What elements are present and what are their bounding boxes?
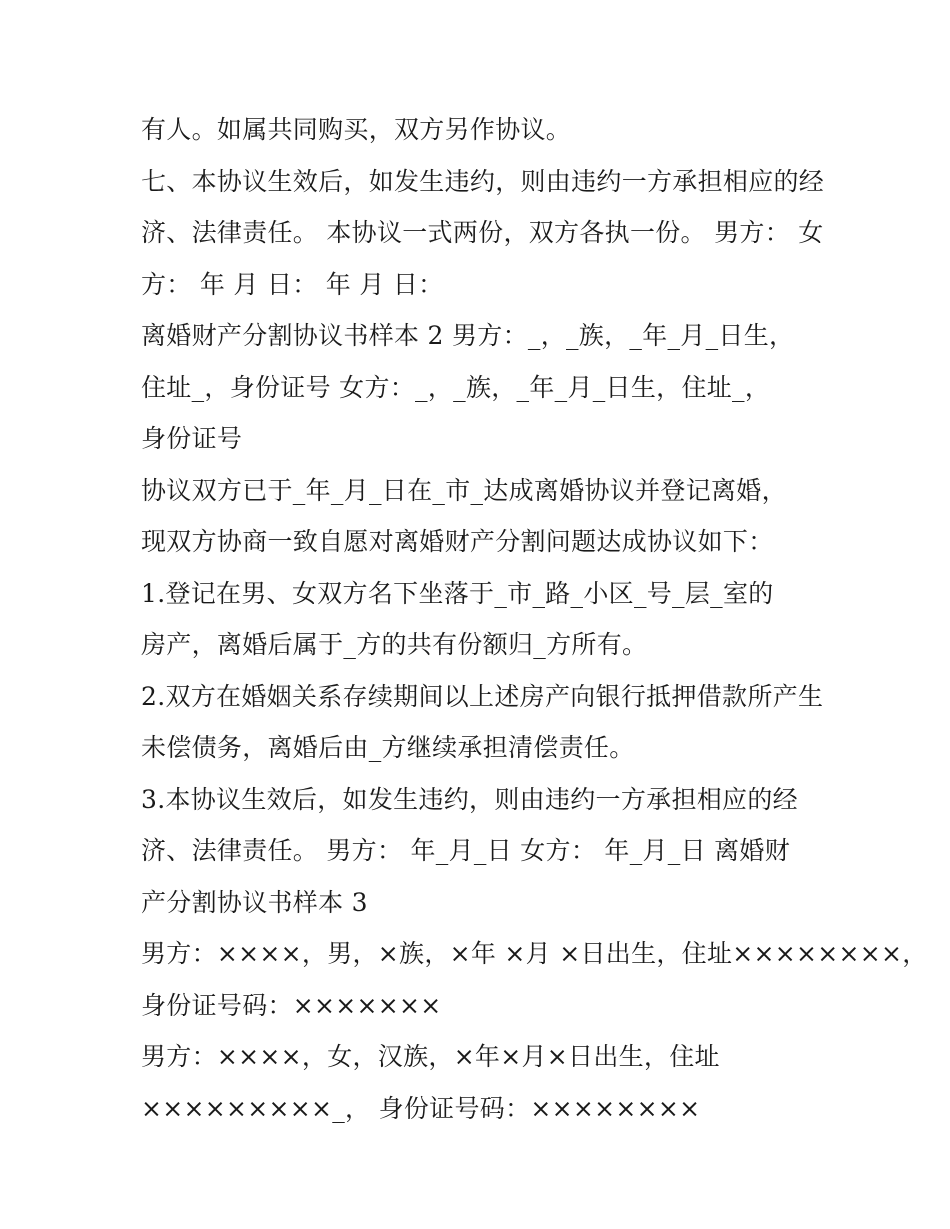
text-line: 身份证号码：××××××× <box>141 990 442 1020</box>
text-line: 1.登记在男、女双方名下坐落于_市_路_小区_号_层_室的 <box>141 578 774 608</box>
text-line: 住址_，身份证号 女方：_，_族，_年_月_日生，住址_， <box>141 372 771 402</box>
text-line: 男方：××××，女，汉族，×年×月×日出生，住址 <box>141 1042 720 1071</box>
text-line: 2.双方在婚姻关系存续期间以上述房产向银行抵押借款所产生 <box>141 681 824 711</box>
text-line: 济、法律责任。 本协议一式两份，双方各执一份。 男方： 女 <box>141 218 824 247</box>
text-line: 产分割协议书样本 3 <box>141 887 368 917</box>
text-line: 济、法律责任。 男方： 年_月_日 女方： 年_月_日 离婚财 <box>141 836 791 865</box>
text-line: 协议双方已于_年_月_日在_市_达成离婚协议并登记离婚， <box>141 475 787 505</box>
text-line: 有人。如属共同购买，双方另作协议。 <box>141 115 572 144</box>
text-line: 离婚财产分割协议书样本 2 男方：_，_族，_年_月_日生， <box>141 321 795 350</box>
text-line: 房产，离婚后属于_方的共有份额归_方所有。 <box>141 630 648 659</box>
text-line: 现双方协商一致自愿对离婚财产分割问题达成协议如下： <box>141 527 774 556</box>
text-line: 未偿债务，离婚后由_方继续承担清偿责任。 <box>141 733 635 762</box>
text-line: 七、本协议生效后，如发生违约，则由违约一方承担相应的经 <box>141 166 825 196</box>
text-line: 方： 年 月 日： 年 月 日： <box>141 269 444 299</box>
text-line: 3.本协议生效后，如发生违约，则由违约一方承担相应的经 <box>141 784 798 814</box>
text-line: 男方：××××，男，×族，×年 ×月 ×日出生，住址××××××××， <box>141 939 928 968</box>
text-line: ×××××××××_， 身份证号码：×××××××× <box>141 1093 701 1123</box>
document-body <box>141 104 928 1134</box>
text-line: 身份证号 <box>141 424 243 453</box>
